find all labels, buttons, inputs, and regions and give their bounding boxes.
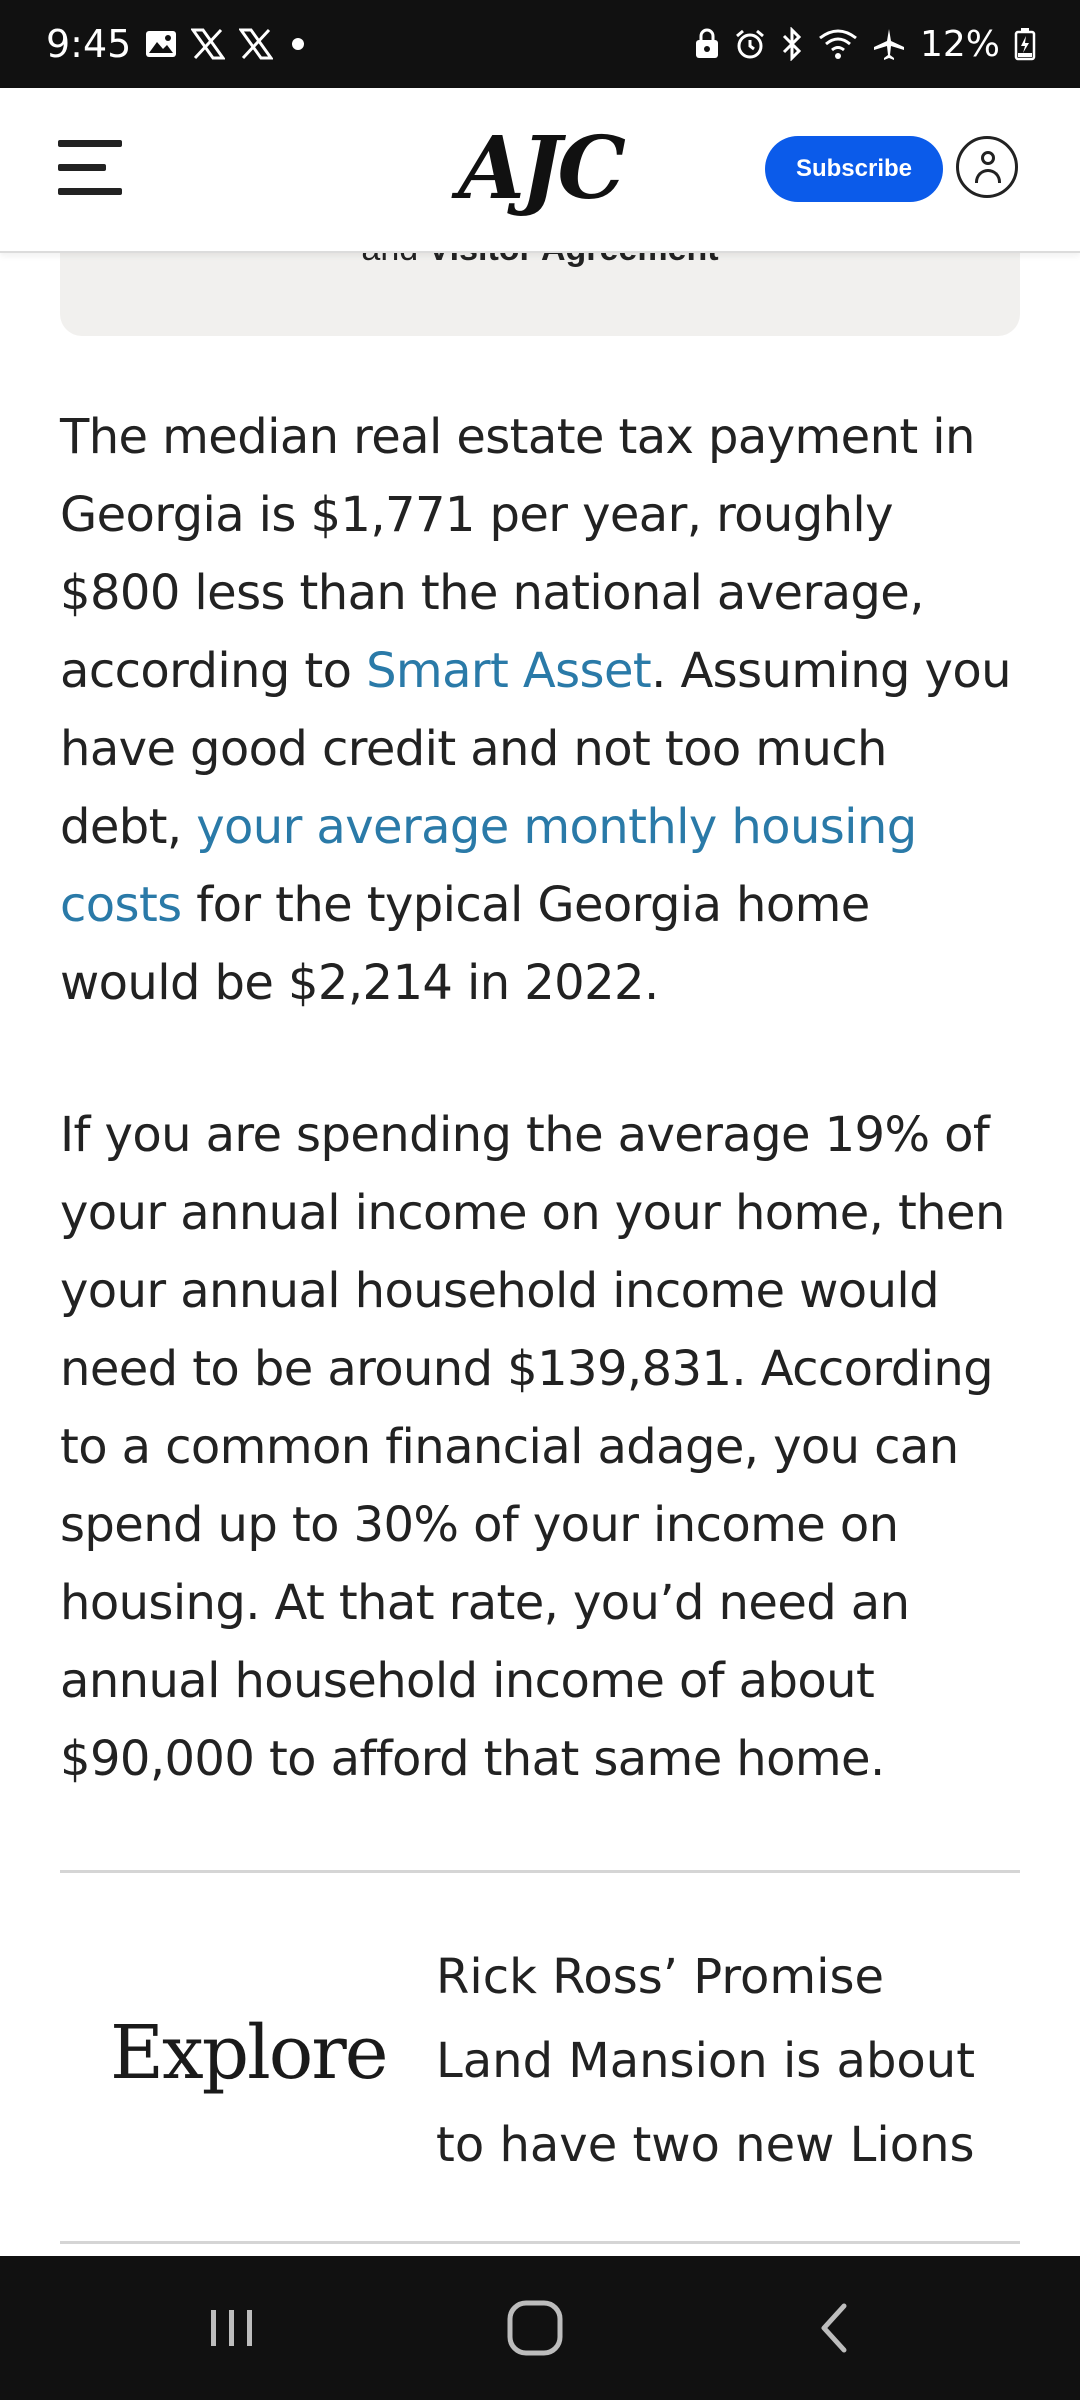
home-icon[interactable] (435, 2256, 635, 2400)
battery-percent: 12% (919, 23, 1000, 65)
divider (60, 1870, 1020, 1873)
menu-line-top (58, 140, 122, 147)
menu-line-bottom (58, 188, 122, 195)
article-paragraph: If you are spending the average 19% of your annual income on your home, then your annual household income would need to be around $139,831. According to a common financial adage, you can spend up to 30% of your income on housing. At that rate, you’d need an annual household income of about $90,000 to afford that same home. (60, 1107, 1005, 1787)
account-shoulders (975, 169, 1001, 183)
article-paragraph (60, 398, 1020, 1022)
divider (60, 2241, 1020, 2244)
wifi-icon (818, 28, 858, 60)
explore-label: Explore (110, 2010, 387, 2096)
menu-line-middle (58, 164, 106, 171)
status-left (46, 0, 309, 88)
account-icon[interactable] (956, 136, 1018, 198)
alarm-icon (734, 28, 766, 60)
paragraph-text: for the typical Georgia home would be $2,214 in 2022. (60, 877, 870, 1011)
site-header (0, 88, 1080, 253)
airplane-icon (872, 27, 906, 61)
battery-charging-icon (1014, 27, 1036, 61)
back-icon[interactable] (735, 2256, 935, 2400)
status-time: 9:45 (46, 22, 132, 66)
gallery-icon (145, 30, 177, 58)
subscribe-button[interactable]: Subscribe (765, 136, 943, 202)
hamburger-menu-button[interactable] (58, 136, 128, 198)
paragraph-text: The median real estate tax payment in Georgia is $1,771 per year, roughly $800 less than the national average, according to (60, 409, 975, 699)
account-head (981, 151, 995, 165)
lock-icon (694, 28, 720, 60)
bluetooth-icon (780, 27, 804, 61)
paragraph-text: . Assuming you have good credit and not too much debt, (60, 643, 1011, 855)
system-nav-bar (0, 2256, 1080, 2400)
explore-headline-link[interactable]: Rick Ross’ Promise Land Mansion is about to have two new Lions (436, 1949, 976, 2173)
x-logo-icon (191, 28, 225, 60)
x-logo-icon (239, 28, 273, 60)
smart-asset-link[interactable]: Smart Asset (366, 643, 652, 699)
dot-icon (287, 33, 309, 55)
housing-costs-link[interactable]: your average monthly housing costs (60, 799, 917, 933)
ajc-logo[interactable]: AJC (458, 117, 622, 219)
status-right (694, 0, 1036, 88)
status-bar (0, 0, 1080, 88)
recents-icon[interactable] (132, 2256, 332, 2400)
